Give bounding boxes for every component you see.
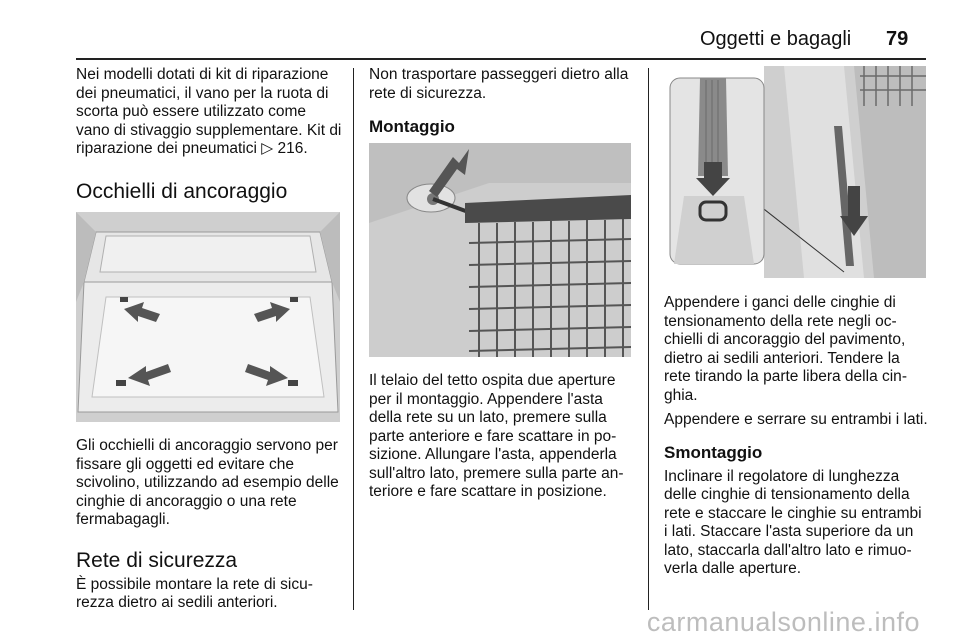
figure-trunk-anchors [76,212,340,422]
column-1-lower [76,437,344,613]
warning-paragraph: Non trasportare passeggeri dietro alla rete di sicurezza. [369,66,629,102]
running-header-title: Oggetti e bagagli [700,28,852,50]
heading-anchors: Occhielli di ancoraggio [76,179,288,203]
column-2-lower [369,372,635,502]
heading-mounting: Montaggio [369,117,455,136]
column-2 [369,66,633,138]
anchor-eye-icon [116,380,126,386]
column-3-lower [664,294,928,579]
removal-paragraph: Inclinare il regolatore di lunghezza delle cinghie di tensionamento della rete e staccare le cinghie su entrambi i lati. Staccare l'asta superiore da un lato, staccarla dall'altro lato e rimuoverla dalle aperture. [664,467,922,577]
safety-net-illustration [369,143,631,357]
arrow-reference-icon: ▷ [261,140,274,157]
column-divider-right [648,68,649,610]
page-number: 79 [886,28,909,50]
mounting-paragraph: Il telaio del tetto ospita due aperture per il montaggio. Appendere l'asta della rete su un lato, premere sulla parte anteriore e fare scattare in posizione. Allungare l'asta, appenderla sull'altro lato, premere sulla parte anteriore e fare scattare in posizione. [369,372,624,500]
intro-paragraph: Nei modelli dotati di kit di riparazione dei pneumatici, il vano per la ruota di scorta può essere utilizzato come vano di stivaggio supplementare. Kit di riparazione dei pneumatici ▷ 216. [76,66,342,157]
strap-hook-illustration [664,66,926,278]
header-rule [76,58,926,60]
page-reference[interactable]: 216. [277,140,308,157]
anchor-eye-icon [290,297,298,302]
column-1 [76,66,342,205]
watermark: carmanualsonline.info [646,607,920,637]
secure-paragraph: Appendere e serrare su entrambi i lati. [664,411,928,428]
column-divider-left [353,68,354,610]
anchor-eye-icon [288,380,298,386]
figure-net-mounting [369,143,631,357]
heading-removal: Smontaggio [664,442,763,462]
anchor-eye-icon [120,297,128,302]
safety-net-paragraph: È possibile montare la rete di sicurezza dietro ai sedili anteriori. [76,575,313,611]
figure-strap-hooks [664,66,926,278]
heading-safety-net: Rete di sicurezza [76,548,238,572]
trunk-floor-illustration [76,212,340,422]
anchors-paragraph: Gli occhielli di ancoraggio servono per fissare gli oggetti ed evitare che scivolino, utilizzando ad esempio delle cinghie di ancoraggio o una rete fermabagagli. [76,437,339,528]
hook-paragraph: Appendere i ganci delle cinghie di tensionamento della rete negli occhielli di ancoraggio del pavimento, dietro ai sedili anteriori. Tendere la rete tirando la parte libera della cinghia. [664,294,907,404]
